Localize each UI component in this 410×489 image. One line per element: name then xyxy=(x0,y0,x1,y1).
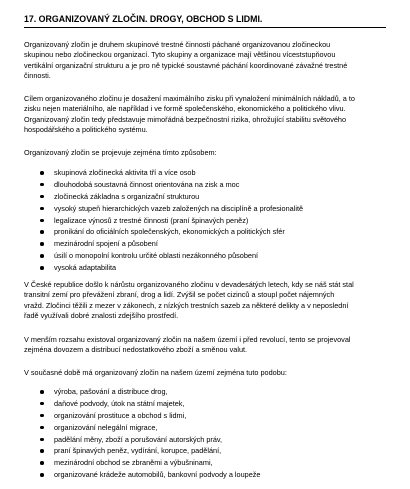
bullet-icon xyxy=(40,219,44,223)
text-line: vražd. Zločinci těžili z mezer v zákonech, z nízkých trestních sazeb za některé delikty a v neposlední xyxy=(24,300,349,310)
list-item xyxy=(40,398,386,410)
list-item-text: daňové podvody, útok na státní majetek, xyxy=(54,398,185,408)
text-line: V menším rozsahu existoval organizovaný zločin na našem území i před revolucí, tento se projevoval xyxy=(24,335,351,344)
text-line: Organizovaný zločin je druhem skupinové trestné činnosti páchané organizovanou zločineckou xyxy=(24,40,331,49)
list-item-text: legalizace výnosů z trestné činnosti (praní špinavých peněz) xyxy=(54,215,249,225)
bullet-icon xyxy=(40,390,44,394)
paragraph-manifestations-intro xyxy=(24,148,386,158)
list-item-text: výroba, pašování a distribuce drog, xyxy=(54,387,168,396)
bullet-icon xyxy=(40,242,44,246)
bullet-icon xyxy=(40,402,44,406)
list-item-text: zločinecká základna s organizační strukturou xyxy=(54,191,200,201)
bullet-icon xyxy=(40,449,44,453)
paragraph-goal xyxy=(24,94,386,136)
bullet-icon xyxy=(40,254,44,258)
text-line: Organizovaný zločin tedy představuje mimořádná bezpečnostní rizika, ohrožující stabilitu světového xyxy=(24,114,347,124)
list-item-text: úsilí o monopolní kontrolu určité oblasti nezákonného působení xyxy=(54,251,259,261)
list-item-text: organizované krádeže automobilů, bankovní podvody a loupeže xyxy=(54,470,261,480)
heading-underline xyxy=(24,27,386,28)
bullet-icon xyxy=(40,438,44,442)
list-item-text: skupinová zločinecká aktivita tří a více osob xyxy=(54,168,196,177)
list-item-text: vysoká adaptabilita xyxy=(54,263,117,273)
list-item xyxy=(40,469,386,481)
list-current-forms xyxy=(40,386,386,481)
list-item xyxy=(40,410,386,422)
list-item-text: padělání měny, zboží a porušování autorských práv, xyxy=(54,434,223,444)
list-item-text: dlouhodobá soustavná činnost orientována na zisk a moc xyxy=(54,179,240,189)
list-item xyxy=(40,179,386,191)
text-line: transitní zemí pro převážení zbraní, drog a lidí. Zvýšil se počet cizinců a stoupl počet nájemných xyxy=(24,290,335,300)
list-item-text: vysoký stupeň hierarchických vazeb založených na disciplíně a profesionalitě xyxy=(54,203,304,213)
list-item xyxy=(40,457,386,469)
text-line: zejména dovozem a distribucí nedostatkového zboží a směnou valut. xyxy=(24,345,248,355)
list-item-text: mezinárodní obchod se zbraněmi a výbušninami, xyxy=(54,458,213,468)
bullet-icon xyxy=(40,426,44,430)
text-line: Cílem organizovaného zločinu je dosažení maximálního zisku při vynaložení minimálních nákladů, a to xyxy=(24,94,355,103)
list-item xyxy=(40,238,386,250)
paragraph-current-forms-intro xyxy=(24,368,386,378)
paragraph-czech-republic xyxy=(24,280,386,322)
bullet-icon xyxy=(40,171,44,175)
bullet-icon xyxy=(40,230,44,234)
list-item xyxy=(40,262,386,274)
list-item-text: organizování prostituce a obchod s lidmi, xyxy=(54,410,187,420)
list-item xyxy=(40,215,386,227)
text-line: činnosti. xyxy=(24,71,51,81)
text-line: zisku nejen materiálního, ale například i ve formě společenského, ekonomického a politického vlivu. xyxy=(24,104,346,114)
text-line: vertikální organizační strukturu a je pro ně typické soustavné páchání koordinované závažné trestné xyxy=(24,60,348,70)
list-item-text: praní špinavých peněz, vydírání, korupce, padělání, xyxy=(54,446,222,456)
paragraph-before-revolution xyxy=(24,335,386,356)
text-line: skupinou nebo zločineckou organizací. Tyto skupiny a organizace mají většinou víceststupňovou xyxy=(24,50,336,60)
list-item-text: organizování nelegální migrace, xyxy=(54,422,158,432)
bullet-icon xyxy=(40,473,44,477)
text-line: řadě využívali dobré znalosti zdejšího prostředí. xyxy=(24,311,179,321)
bullet-icon xyxy=(40,266,44,270)
text-line: Organizovaný zločin se projevuje zejména tímto způsobem: xyxy=(24,148,217,157)
list-item xyxy=(40,386,386,398)
text-line: V České republice došlo k nárůstu organizovaného zločinu v devadesátých letech, kdy se náš stát stal xyxy=(24,280,354,289)
text-line: hospodářského a politického systému. xyxy=(24,125,148,135)
list-item-text: mezinárodní spojení a působení xyxy=(54,239,158,249)
list-item-text: pronikání do oficiálních společenských, ekonomických a politických sfér xyxy=(54,227,285,237)
text-line: V současné době má organizovaný zločin na našem území zejména tuto podobu: xyxy=(24,368,287,377)
list-manifestations xyxy=(40,167,386,274)
list-item xyxy=(40,226,386,238)
list-item xyxy=(40,203,386,215)
list-item xyxy=(40,167,386,179)
section-heading: 17. ORGANIZOVANÝ ZLOČIN. DROGY, OBCHOD S LIDMI. xyxy=(24,14,263,24)
list-item xyxy=(40,434,386,446)
bullet-icon xyxy=(40,207,44,211)
list-item xyxy=(40,191,386,203)
paragraph-definition xyxy=(24,40,386,82)
list-item xyxy=(40,250,386,262)
list-item xyxy=(40,445,386,457)
list-item xyxy=(40,422,386,434)
bullet-icon xyxy=(40,195,44,199)
bullet-icon xyxy=(40,414,44,418)
bullet-icon xyxy=(40,183,44,187)
bullet-icon xyxy=(40,461,44,465)
